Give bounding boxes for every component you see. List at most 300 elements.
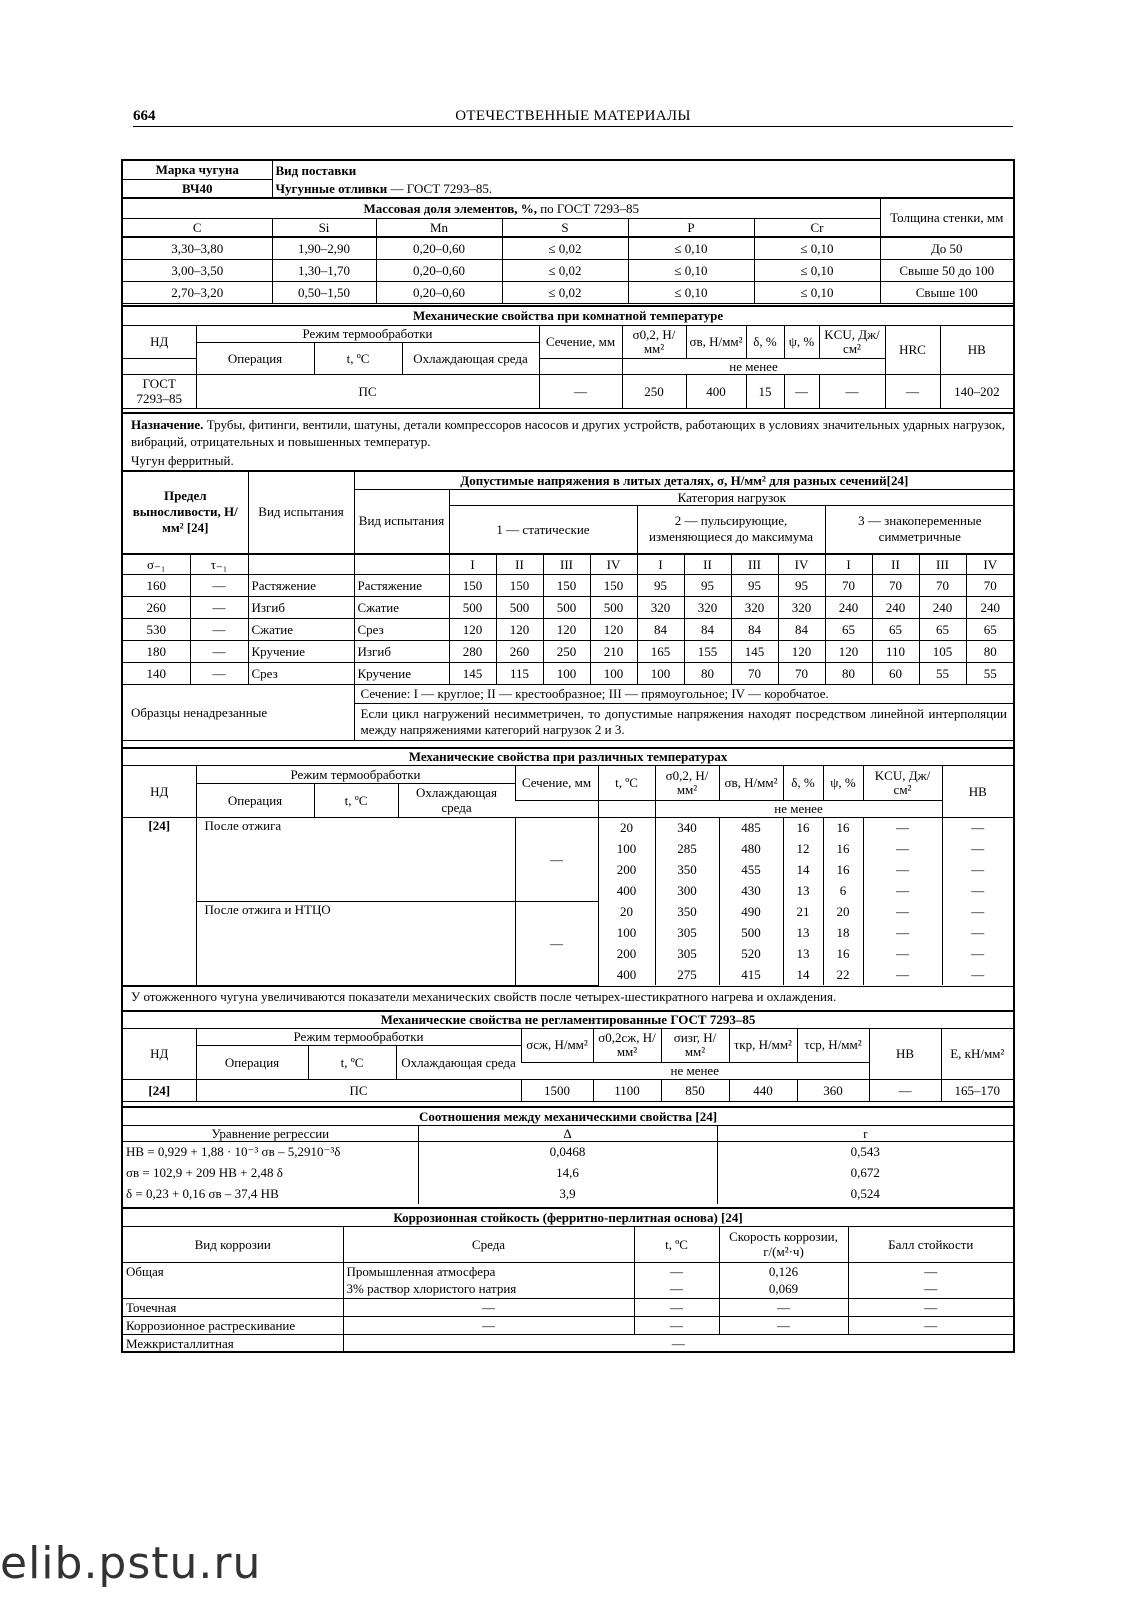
temp-cell: 20 <box>823 901 863 922</box>
r-value: 0,524 <box>717 1183 1013 1204</box>
corrosion-cell: — <box>634 1298 719 1316</box>
corrosion-cell: — <box>848 1280 1013 1298</box>
purpose-text: Назначение. Трубы, фитинги, вентили, шатуны, детали компрессоров насосов и других устройств, работающих в условиях значительных ударных нагрузок, вибраций, отрицательных и повышенных температур. <box>131 417 1005 449</box>
allowable-value: 120 <box>543 618 590 640</box>
nonreg-value: 850 <box>661 1079 729 1101</box>
temp-cell: 400 <box>598 964 655 985</box>
corrosion-cell: — <box>634 1280 719 1298</box>
corrosion-cell: — <box>719 1316 848 1334</box>
hb-header: HB <box>940 325 1013 374</box>
cooling-header: Охлаждающая среда <box>402 342 539 374</box>
temp-cell: 100 <box>598 922 655 943</box>
allowable-value: 210 <box>590 640 637 662</box>
allowable-value: 100 <box>543 662 590 684</box>
allowable-value: 155 <box>684 640 731 662</box>
section-roman: II <box>872 554 919 574</box>
temp-cell: 13 <box>783 880 823 901</box>
relations-title: Соотношения между механическими свойства [24] <box>123 1107 1013 1125</box>
corrosion-row <box>123 1316 1013 1334</box>
temp-cell: 305 <box>655 943 719 964</box>
load-category-header: Категория нагрузок <box>449 489 1014 505</box>
medium-header: Среда <box>343 1226 634 1262</box>
operation-header: Операция <box>196 783 314 817</box>
temp-cell: 340 <box>655 817 719 838</box>
temp-cell: 14 <box>783 964 823 985</box>
sb-header: σв, Н/мм² <box>686 325 746 358</box>
temp-header: t, ºC <box>308 1045 396 1079</box>
temp-cell: 20 <box>598 817 655 838</box>
section-roman: III <box>543 554 590 574</box>
temp-row <box>123 901 1013 922</box>
cat3-header: 3 — знакопеременные симметричные <box>825 505 1014 553</box>
allow-test: Сжатие <box>354 596 449 618</box>
cooling-header: Охлаждающая среда <box>398 783 515 817</box>
composition-cell: 0,20–0,60 <box>376 259 502 281</box>
element-header: Si <box>272 218 376 236</box>
delta-header: Δ <box>418 1125 717 1141</box>
temp-row <box>123 817 1013 838</box>
mech-temp-block <box>123 747 1013 1006</box>
corr-temp-header: t, ºC <box>634 1226 719 1262</box>
endurance-tau: — <box>190 662 248 684</box>
corrosion-type: Межкристаллитная <box>123 1334 343 1352</box>
allowable-value: 120 <box>496 618 543 640</box>
nd-value: ГОСТ 7293–85 <box>123 374 196 408</box>
corrosion-cell: — <box>634 1262 719 1280</box>
corrosion-cell: 3% раствор хлористого натрия <box>343 1280 634 1298</box>
allowable-value: 84 <box>637 618 684 640</box>
element-header: S <box>502 218 628 236</box>
section-roman: I <box>449 554 496 574</box>
endurance-tau: — <box>190 640 248 662</box>
temp-cell: — <box>942 943 1013 964</box>
nd-header: НД <box>123 325 196 358</box>
temp-cell: 200 <box>598 943 655 964</box>
section-roman: III <box>731 554 778 574</box>
allowable-value: 260 <box>496 640 543 662</box>
temp-cell: 400 <box>598 880 655 901</box>
element-header: P <box>628 218 754 236</box>
temp-cell: 16 <box>823 817 863 838</box>
allowable-row <box>123 596 1014 618</box>
section-roman: II <box>496 554 543 574</box>
temp-cell: 16 <box>823 859 863 880</box>
allowable-value: 165 <box>637 640 684 662</box>
corrosion-cell: — <box>343 1298 634 1316</box>
temp-cell: 22 <box>823 964 863 985</box>
allowable-value: 320 <box>731 596 778 618</box>
corrosion-cell: Промышленная атмосфера <box>343 1262 634 1280</box>
corrosion-cell <box>123 1280 343 1298</box>
allowable-value: 145 <box>449 662 496 684</box>
allowable-value: 84 <box>684 618 731 640</box>
allowable-block <box>123 470 1013 741</box>
section-roman: I <box>637 554 684 574</box>
allowable-value: 115 <box>496 662 543 684</box>
temp-cell: 300 <box>655 880 719 901</box>
corrosion-cell: — <box>848 1298 1013 1316</box>
temp-cell: 100 <box>598 838 655 859</box>
allowable-value: 55 <box>966 662 1014 684</box>
temp-cell: 14 <box>783 859 823 880</box>
section-legend: Сечение: I — круглое; II — крестообразное; III — прямоугольное; IV — коробчатое. <box>355 685 1014 704</box>
endurance-test: Срез <box>248 662 354 684</box>
allowable-value: 70 <box>825 574 872 596</box>
nd-ref: [24] <box>123 817 196 985</box>
temp-cell: 16 <box>823 838 863 859</box>
allowable-value: 250 <box>543 640 590 662</box>
nonreg-value: 165–170 <box>941 1079 1013 1101</box>
sizg-header: σизг, Н/мм² <box>661 1028 729 1062</box>
allowable-value: 240 <box>825 596 872 618</box>
mech-room-title: Механические свойства при комнатной температуре <box>123 306 1013 325</box>
regression-equation: σв = 102,9 + 209 HB + 2,48 δ <box>123 1162 418 1183</box>
temp-header: t, ºC <box>314 783 398 817</box>
allowable-value: 120 <box>778 640 825 662</box>
element-header: C <box>123 218 272 236</box>
allowable-value: 84 <box>778 618 825 640</box>
section-header: Сечение, мм <box>515 765 598 800</box>
allowable-value: 145 <box>731 640 778 662</box>
temp-cell: — <box>942 817 1013 838</box>
allowable-value: 70 <box>966 574 1014 596</box>
allowable-value: 500 <box>543 596 590 618</box>
corrosion-block <box>123 1207 1013 1353</box>
temp-cell: 200 <box>598 859 655 880</box>
temp-cell: — <box>863 943 942 964</box>
endurance-tau: — <box>190 596 248 618</box>
kcu-value: — <box>819 374 885 408</box>
r-value: 0,672 <box>717 1162 1013 1183</box>
section-roman: III <box>919 554 966 574</box>
material-datasheet <box>121 159 1015 1353</box>
regime-header: Режим термообработки <box>196 765 515 783</box>
temp-blank <box>598 800 655 817</box>
composition-cell: До 50 <box>880 237 1013 259</box>
allowable-value: 320 <box>778 596 825 618</box>
temp-cell: 350 <box>655 901 719 922</box>
temp-cell: — <box>942 901 1013 922</box>
interpolation-note: Если цикл нагружений несимметричен, то допустимые напряжения находят посредством линейной интерполяции между напряжениями категорий нагрузок 2 и 3. <box>360 705 1007 737</box>
section-value: — <box>515 817 598 901</box>
corrosion-rate-header: Скорость коррозии, г/(м²·ч) <box>719 1226 848 1262</box>
temp-cell: — <box>863 838 942 859</box>
min-label: не менее <box>655 800 942 817</box>
purpose-note: Чугун ферритный. <box>131 453 234 468</box>
regression-equation: HB = 0,929 + 1,88 · 10⁻³ σв – 5,2910⁻³δ <box>123 1141 418 1162</box>
temp-cell: — <box>942 964 1013 985</box>
allowable-value: 150 <box>449 574 496 596</box>
page-number: 664 <box>133 108 156 124</box>
composition-cell: ≤ 0,02 <box>502 259 628 281</box>
endurance-test-header: Вид испытания <box>248 471 354 553</box>
allowable-value: 240 <box>919 596 966 618</box>
operation-value: После отжига <box>196 817 515 901</box>
composition-cell: Свыше 100 <box>880 281 1013 303</box>
hrc-value: — <box>885 374 940 408</box>
sigma-header: σ₋₁ <box>123 554 190 574</box>
composition-cell: Свыше 50 до 100 <box>880 259 1013 281</box>
grade-value: ВЧ40 <box>123 179 272 198</box>
page-header <box>133 108 1013 127</box>
allowable-value: 105 <box>919 640 966 662</box>
relation-row <box>123 1183 1013 1204</box>
element-header: Mn <box>376 218 502 236</box>
endurance-sigma: 530 <box>123 618 190 640</box>
composition-cell: 3,00–3,50 <box>123 259 272 281</box>
kcu-header: KCU, Дж/см² <box>819 325 885 358</box>
purpose-block <box>123 412 1013 470</box>
allowable-value: 500 <box>496 596 543 618</box>
temp-col-header: t, ºC <box>598 765 655 800</box>
corrosion-cell: — <box>848 1316 1013 1334</box>
endurance-sigma: 160 <box>123 574 190 596</box>
allowable-value: 150 <box>496 574 543 596</box>
min-label: не менее <box>521 1062 869 1079</box>
d-value: 15 <box>746 374 784 408</box>
resistance-score-header: Балл стойкости <box>848 1226 1013 1262</box>
temp-cell: — <box>942 922 1013 943</box>
mech-nonreg-title: Механические свойства не регламентированные ГОСТ 7293–85 <box>123 1011 1013 1028</box>
corrosion-cell: — <box>719 1298 848 1316</box>
corrosion-title: Коррозионная стойкость (ферритно-перлитная основа) [24] <box>123 1208 1013 1226</box>
temp-cell: — <box>942 838 1013 859</box>
allowable-notes <box>354 685 1013 741</box>
allowable-value: 84 <box>731 618 778 640</box>
composition-title: Массовая доля элементов, %, по ГОСТ 7293–85 <box>123 198 880 218</box>
temp-cell: 520 <box>719 943 783 964</box>
temp-cell: 275 <box>655 964 719 985</box>
thickness-header: Толщина стенки, мм <box>880 198 1013 236</box>
temp-cell: 305 <box>655 922 719 943</box>
regime-header: Режим термообработки <box>196 325 539 342</box>
nd-value: [24] <box>123 1079 196 1101</box>
corrosion-cell: Коррозионное растрескивание <box>123 1316 343 1334</box>
temp-cell: 16 <box>823 943 863 964</box>
endurance-tau: — <box>190 574 248 596</box>
psi-header: ψ, % <box>823 765 863 800</box>
running-title: ОТЕЧЕСТВЕННЫЕ МАТЕРИАЛЫ <box>455 108 691 124</box>
section-roman: IV <box>778 554 825 574</box>
temp-cell: 16 <box>783 817 823 838</box>
section-value: — <box>515 901 598 985</box>
temp-cell: 20 <box>598 901 655 922</box>
nd-header: НД <box>123 1028 196 1079</box>
allowable-value: 60 <box>872 662 919 684</box>
hb-value: 140–202 <box>940 374 1013 408</box>
corrosion-cell: — <box>343 1316 634 1334</box>
hb-header: HB <box>869 1028 941 1079</box>
section-header: Сечение, мм <box>539 325 622 358</box>
allowable-value: 100 <box>637 662 684 684</box>
composition-cell: ≤ 0,10 <box>754 237 880 259</box>
grade-label: Марка чугуна <box>123 161 272 179</box>
composition-row <box>123 237 1013 259</box>
blank-cell <box>248 554 354 574</box>
allowable-value: 110 <box>872 640 919 662</box>
composition-cell: 3,30–3,80 <box>123 237 272 259</box>
composition-row <box>123 281 1013 303</box>
temp-cell: 455 <box>719 859 783 880</box>
composition-cell: ≤ 0,10 <box>754 281 880 303</box>
allowable-value: 240 <box>966 596 1014 618</box>
mech-temp-title: Механические свойства при различных температурах <box>123 748 1013 765</box>
blank-cell <box>354 554 449 574</box>
corrosion-row <box>123 1334 1013 1352</box>
tsr-header: τср, Н/мм² <box>797 1028 869 1062</box>
sb-header: σв, Н/мм² <box>719 765 783 800</box>
endurance-tau: — <box>190 618 248 640</box>
temp-cell: 285 <box>655 838 719 859</box>
allow-test: Срез <box>354 618 449 640</box>
nonreg-value: 1500 <box>521 1079 593 1101</box>
watermark: elib.pstu.ru <box>0 1538 262 1589</box>
allowable-value: 95 <box>778 574 825 596</box>
operation-header: Операция <box>196 1045 308 1079</box>
endurance-test: Сжатие <box>248 618 354 640</box>
endurance-header: Предел выносливости, Н/мм² [24] <box>123 471 248 553</box>
composition-block <box>123 161 1013 304</box>
temp-cell: 500 <box>719 922 783 943</box>
relation-row <box>123 1141 1013 1162</box>
allowable-value: 65 <box>825 618 872 640</box>
temp-cell: — <box>863 901 942 922</box>
temp-cell: — <box>863 880 942 901</box>
temp-cell: 21 <box>783 901 823 922</box>
relation-row <box>123 1162 1013 1183</box>
endurance-sigma: 260 <box>123 596 190 618</box>
temp-cell: — <box>863 922 942 943</box>
composition-cell: 2,70–3,20 <box>123 281 272 303</box>
allowable-value: 500 <box>449 596 496 618</box>
supply-label: Вид поставки <box>272 161 1013 179</box>
allowable-value: 70 <box>778 662 825 684</box>
nd-blank <box>123 358 196 374</box>
temp-cell: — <box>942 880 1013 901</box>
allowable-value: 120 <box>825 640 872 662</box>
allowable-value: 80 <box>684 662 731 684</box>
composition-cell: ≤ 0,02 <box>502 237 628 259</box>
temp-cell: 430 <box>719 880 783 901</box>
s02-value: 250 <box>622 374 686 408</box>
mech-room-block <box>123 305 1013 409</box>
corrosion-cell: Точечная <box>123 1298 343 1316</box>
composition-cell: ≤ 0,10 <box>628 237 754 259</box>
allowable-value: 70 <box>919 574 966 596</box>
corrosion-medium: — <box>343 1334 1013 1352</box>
psi-value: — <box>784 374 819 408</box>
section-roman: I <box>825 554 872 574</box>
d-header: δ, % <box>746 325 784 358</box>
allowable-row <box>123 574 1014 596</box>
temp-cell: — <box>863 859 942 880</box>
corrosion-cell: — <box>848 1262 1013 1280</box>
nonreg-value: — <box>869 1079 941 1101</box>
endurance-test: Изгиб <box>248 596 354 618</box>
allowable-value: 95 <box>731 574 778 596</box>
composition-cell: ≤ 0,10 <box>628 259 754 281</box>
composition-cell: ≤ 0,10 <box>754 259 880 281</box>
operation-header: Операция <box>196 342 314 374</box>
scj-header: σсж, Н/мм² <box>521 1028 593 1062</box>
allowable-value: 100 <box>590 662 637 684</box>
allowable-value: 65 <box>966 618 1014 640</box>
composition-row <box>123 259 1013 281</box>
composition-cell: 0,20–0,60 <box>376 281 502 303</box>
annealing-note: У отожженного чугуна увеличиваются показатели механических свойств после четырех-шестикратного нагрева и охлаждения. <box>123 986 1013 1006</box>
section-roman: IV <box>590 554 637 574</box>
corrosion-cell: Общая <box>123 1262 343 1280</box>
min-label: не менее <box>622 358 885 374</box>
delta-value: 14,6 <box>418 1162 717 1183</box>
allowable-value: 70 <box>731 662 778 684</box>
temp-cell: 480 <box>719 838 783 859</box>
s02cj-header: σ0,2сж, Н/мм² <box>593 1028 661 1062</box>
endurance-sigma: 180 <box>123 640 190 662</box>
nonreg-value: 1100 <box>593 1079 661 1101</box>
temp-cell: 415 <box>719 964 783 985</box>
composition-cell: ≤ 0,10 <box>628 281 754 303</box>
section-roman: II <box>684 554 731 574</box>
cooling-header: Охлаждающая среда <box>396 1045 521 1079</box>
temp-cell: 13 <box>783 922 823 943</box>
cat1-header: 1 — статические <box>449 505 637 553</box>
operation-value: После отжига и НТЦО <box>196 901 515 985</box>
corrosion-type-header: Вид коррозии <box>123 1226 343 1262</box>
allowable-row <box>123 618 1014 640</box>
allowable-value: 95 <box>684 574 731 596</box>
section-blank <box>539 358 622 374</box>
temp-cell: — <box>863 817 942 838</box>
temp-header: t, ºC <box>314 342 402 374</box>
allowable-value: 80 <box>966 640 1014 662</box>
regression-equation: δ = 0,23 + 0,16 σв – 37,4 HB <box>123 1183 418 1204</box>
allowable-value: 120 <box>449 618 496 640</box>
temp-cell: — <box>942 859 1013 880</box>
allowable-row <box>123 640 1014 662</box>
composition-cell: 1,90–2,90 <box>272 237 376 259</box>
nonreg-value: 360 <box>797 1079 869 1101</box>
allowable-value: 70 <box>872 574 919 596</box>
temp-cell: 6 <box>823 880 863 901</box>
allowable-value: 150 <box>543 574 590 596</box>
corrosion-row <box>123 1280 1013 1298</box>
cat2-header: 2 — пульсирующие, изменяющиеся до максимума <box>637 505 825 553</box>
corrosion-cell: — <box>634 1316 719 1334</box>
supply-value: Чугунные отливки — ГОСТ 7293–85. <box>272 179 1013 198</box>
composition-cell: 0,20–0,60 <box>376 237 502 259</box>
e-header: E, кН/мм² <box>941 1028 1013 1079</box>
r-value: 0,543 <box>717 1141 1013 1162</box>
nd-header: НД <box>123 765 196 817</box>
allowable-value: 65 <box>872 618 919 640</box>
tau-header: τ₋₁ <box>190 554 248 574</box>
corrosion-cell: 0,069 <box>719 1280 848 1298</box>
d-header: δ, % <box>783 765 823 800</box>
allow-test: Изгиб <box>354 640 449 662</box>
allowable-value: 95 <box>637 574 684 596</box>
composition-cell: 0,50–1,50 <box>272 281 376 303</box>
delta-value: 3,9 <box>418 1183 717 1204</box>
nonreg-value: 440 <box>729 1079 797 1101</box>
allowable-row <box>123 662 1014 684</box>
allowable-value: 65 <box>919 618 966 640</box>
s02-header: σ0,2, Н/мм² <box>655 765 719 800</box>
kcu-header: KCU, Дж/см² <box>863 765 942 800</box>
regime-header: Режим термообработки <box>196 1028 521 1045</box>
section-roman: IV <box>966 554 1014 574</box>
relations-block <box>123 1106 1013 1204</box>
